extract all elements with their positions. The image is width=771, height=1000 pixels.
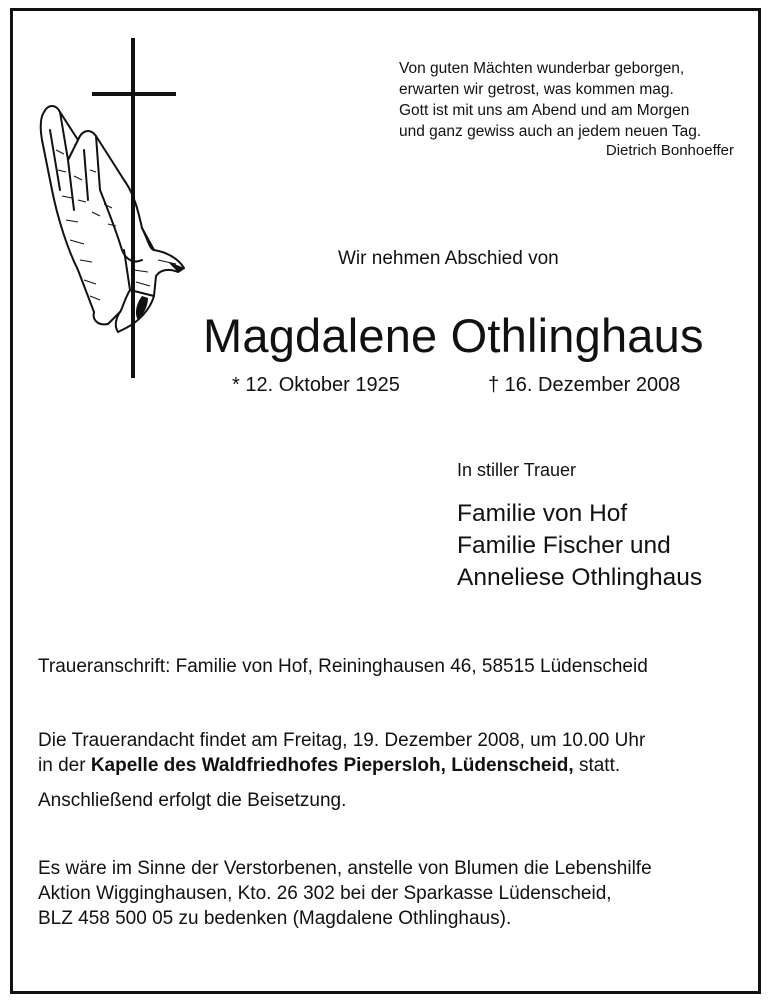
intro-text: Wir nehmen Abschied von [338,248,559,269]
birth-date: * 12. Oktober 1925 [232,374,400,396]
poem [399,58,739,142]
mourning-label: In stiller Trauer [457,460,577,480]
service-info [38,728,738,778]
mourning-address: Traueranschrift: Familie von Hof, Reininghausen 46, 58515 Lüdenscheid [38,656,648,677]
donation-line: BLZ 458 500 05 zu bedenken (Magdalene Othlinghaus). [38,908,512,929]
praying-hands-icon [38,100,190,340]
donation-line: Aktion Wigginghausen, Kto. 26 302 bei der Sparkasse Lüdenscheid, [38,883,612,904]
family-name: Familie Fischer und [457,532,671,559]
family-name: Anneliese Othlinghaus [457,564,703,591]
donation-info [38,856,748,931]
service-line: Die Trauerandacht findet am Freitag, 19. Dezember 2008, um 10.00 Uhr [38,730,646,751]
death-date: † 16. Dezember 2008 [488,374,681,396]
service-location: Kapelle des Waldfriedhofes Piepersloh, Lüdenscheid, [90,755,574,776]
donation-line: Es wäre im Sinne der Verstorbenen, anstelle von Blumen die Lebenshilfe [38,858,652,879]
burial-info: Anschließend erfolgt die Beisetzung. [38,790,347,811]
poem-line: Gott ist mit uns am Abend und am Morgen [399,102,690,119]
mourning-families [457,498,702,594]
deceased-name: Magdalene Othlinghaus [203,309,704,362]
service-location-line: in der Kapelle des Waldfriedhofes Piepersloh, Lüdenscheid, statt. [38,755,621,776]
family-name: Familie von Hof [457,500,628,527]
poem-line: erwarten wir getrost, was kommen mag. [399,81,674,98]
poem-author: Dietrich Bonhoeffer [605,142,734,159]
poem-line: und ganz gewiss auch an jedem neuen Tag. [399,123,702,140]
poem-line: Von guten Mächten wunderbar geborgen, [399,60,685,77]
